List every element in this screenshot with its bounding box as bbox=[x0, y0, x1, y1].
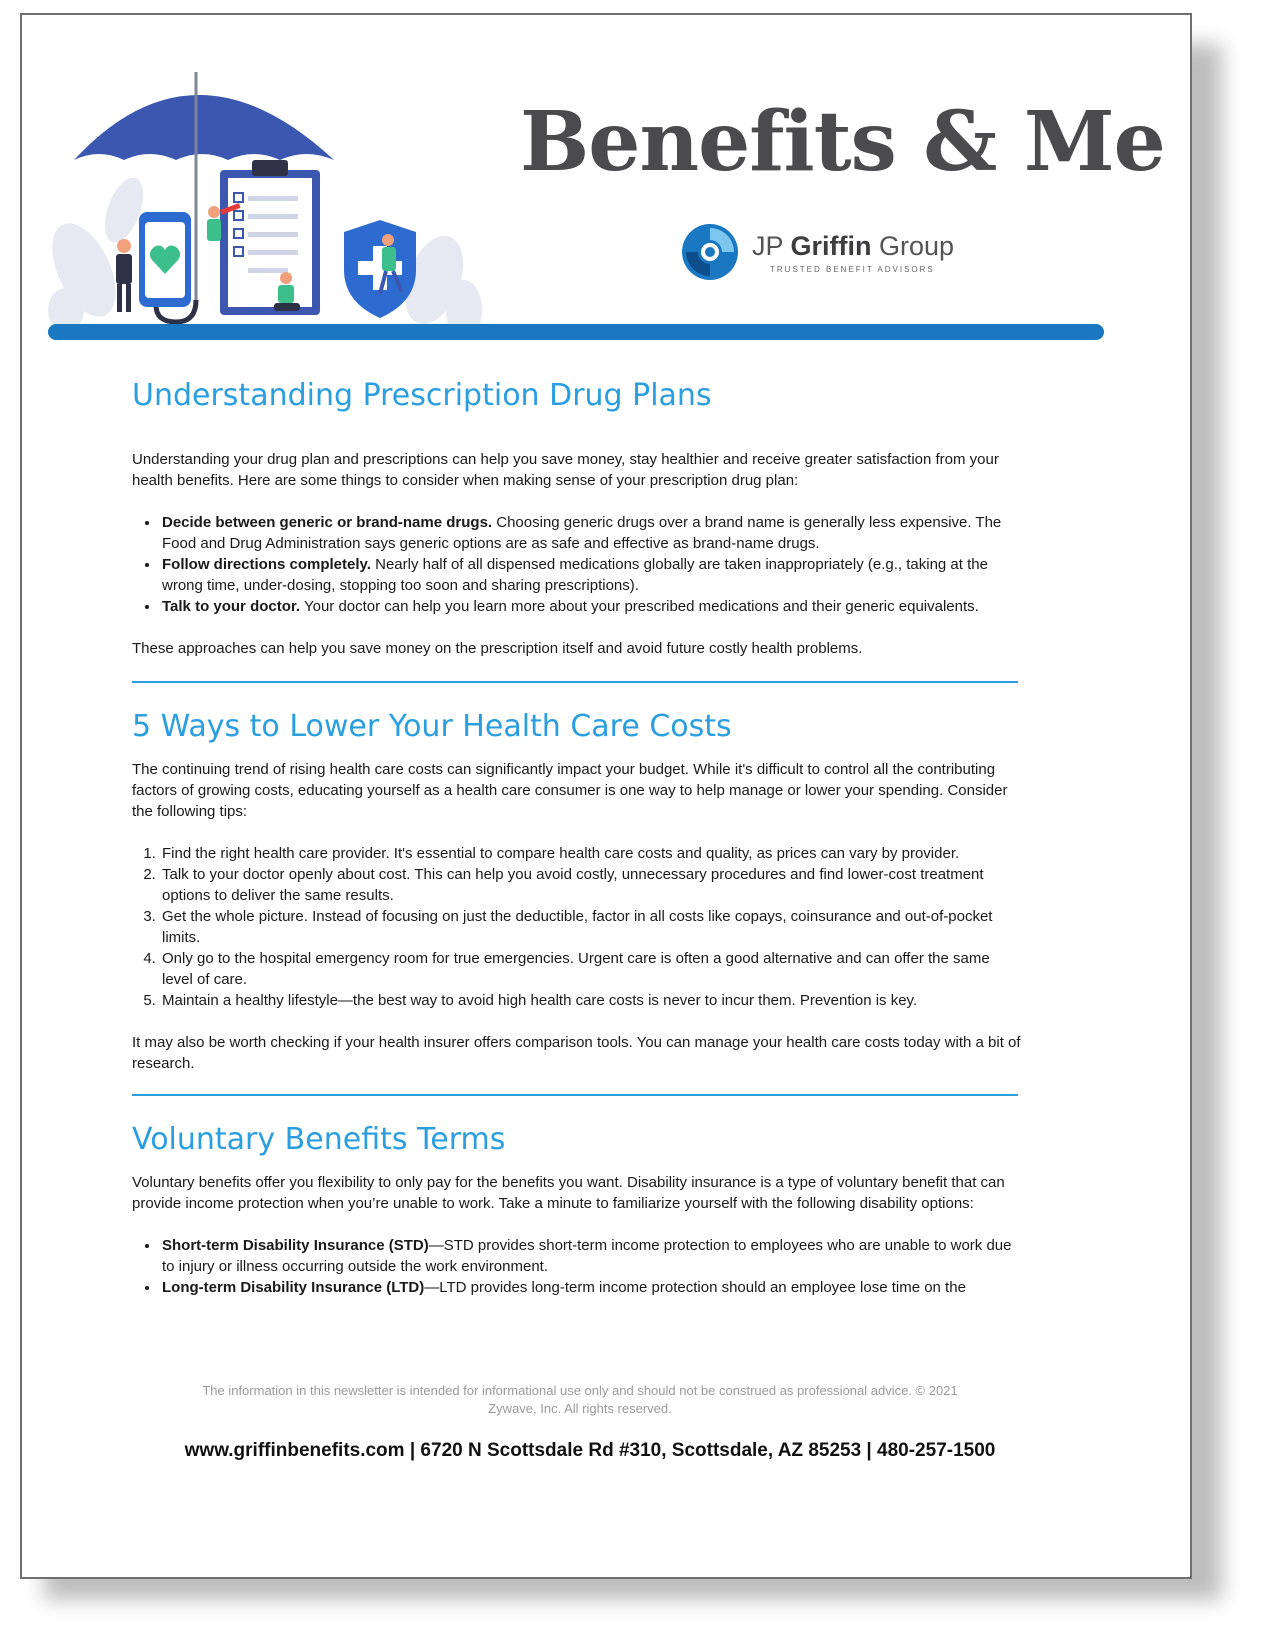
list-item: 2. Talk to your doctor openly about cost. This can help you avoid costly, unnecessary procedures and find lower-cost treatment options to deliver the same results. bbox=[160, 864, 1022, 906]
list-item-text: —STD provides short-term income protection to employees who are unable to work due to injury or illness occurring outside the work environment. bbox=[162, 1237, 1012, 1275]
logo-name-rest: Group bbox=[871, 231, 955, 261]
tips-list bbox=[132, 512, 1022, 617]
footer-contact-info: www.griffinbenefits.com | 6720 N Scottsdale Rd #310, Scottsdale, AZ 85253 | 480-257-1500 bbox=[184, 1440, 996, 1461]
logo-wordmark bbox=[752, 231, 954, 262]
section-heading: 5 Ways to Lower Your Health Care Costs bbox=[132, 709, 732, 744]
griffin-logo-icon bbox=[680, 222, 740, 282]
list-item bbox=[160, 512, 1022, 554]
section-divider bbox=[132, 1094, 1018, 1096]
disability-options-list bbox=[132, 1235, 1022, 1298]
logo-name-light: JP bbox=[752, 231, 791, 261]
list-item bbox=[160, 596, 1022, 617]
list-item-bold: Follow directions completely. bbox=[162, 556, 371, 573]
section-heading: Voluntary Benefits Terms bbox=[132, 1122, 506, 1157]
section-intro: Voluntary benefits offer you flexibility to only pay for the benefits you want. Disability insurance is a type of voluntary benefit that can provide income protection when you’re unable to work. Take a minute to familiarize yourself with the following disability options: bbox=[132, 1174, 1005, 1212]
list-item-text: Your doctor can help you learn more about your prescribed medications and their generic equivalents. bbox=[300, 598, 979, 615]
list-item bbox=[160, 554, 1022, 596]
list-item-text: Nearly half of all dispensed medications globally are taken inappropriately (e.g., taking at the wrong time, under-dosing, stopping too soon and sharing prescriptions). bbox=[162, 556, 988, 594]
list-item bbox=[160, 1235, 1022, 1277]
clipboard-icon bbox=[220, 160, 320, 315]
list-item-text: Choosing generic drugs over a brand name is generally less expensive. The Food and Drug Administration says generic options are as safe and effective as brand-name drugs. bbox=[162, 514, 1002, 552]
section-intro: Understanding your drug plan and prescriptions can help you save money, stay healthier and receive greater satisfaction from your health benefits. Here are some things to consider when making sense of your prescription drug plan: bbox=[132, 451, 999, 489]
list-item-bold: Long-term Disability Insurance (LTD) bbox=[162, 1279, 425, 1296]
list-item-bold: Decide between generic or brand-name drugs. bbox=[162, 514, 493, 531]
shield-cross-icon bbox=[344, 220, 416, 318]
logo-tagline: TRUSTED BENEFIT ADVISORS bbox=[770, 265, 935, 274]
phone-heart-icon bbox=[139, 212, 191, 307]
list-item bbox=[160, 1277, 1022, 1298]
list-item-text: —LTD provides long-term income protection should an employee lose time on the bbox=[424, 1279, 966, 1296]
section-voluntary-benefits-terms bbox=[132, 1122, 1022, 1298]
tips-numbered-list bbox=[132, 843, 1022, 1011]
section-heading: Understanding Prescription Drug Plans bbox=[132, 378, 712, 413]
section-divider bbox=[132, 681, 1018, 683]
section-outro: It may also be worth checking if your health insurer offers comparison tools. You can manage your health care costs today with a bit of research. bbox=[132, 1034, 1021, 1072]
section-outro: These approaches can help you save money on the prescription itself and avoid future costly health problems. bbox=[132, 640, 863, 657]
section-prescription-drug-plans bbox=[132, 378, 1022, 659]
newsletter-title: Benefits & Me bbox=[520, 94, 1165, 190]
list-item: 3. Get the whole picture. Instead of focusing on just the deductible, factor in all costs like copays, coinsurance and out-of-pocket limits. bbox=[160, 906, 1022, 948]
logo-name-bold: Griffin bbox=[790, 231, 872, 261]
list-item-bold: Short-term Disability Insurance (STD) bbox=[162, 1237, 429, 1254]
list-item: 1. Find the right health care provider. It's essential to compare health care costs and quality, as prices can vary by provider. bbox=[160, 843, 1022, 864]
list-item: 5. Maintain a healthy lifestyle—the best way to avoid high health care costs is never to incur them. Prevention is key. bbox=[160, 990, 1022, 1011]
section-intro: The continuing trend of rising health care costs can significantly impact your budget. While it's difficult to control all the contributing factors of growing costs, educating yourself as a health care consumer is one way to help manage or lower your spending. Consider the following tips: bbox=[132, 761, 1008, 820]
company-logo bbox=[680, 222, 970, 294]
health-insurance-illustration bbox=[44, 60, 484, 330]
header-divider-bar bbox=[48, 324, 1104, 340]
list-item-bold: Talk to your doctor. bbox=[162, 598, 301, 615]
section-lower-health-care-costs bbox=[132, 709, 1022, 1074]
list-item: 4. Only go to the hospital emergency room for true emergencies. Urgent care is often a good alternative and can offer the same level of care. bbox=[160, 948, 1022, 990]
footer-disclaimer: The information in this newsletter is intended for informational use only and should not be construed as professional advice. © 2021 Zywave, Inc. All rights reserved. bbox=[202, 1383, 958, 1416]
